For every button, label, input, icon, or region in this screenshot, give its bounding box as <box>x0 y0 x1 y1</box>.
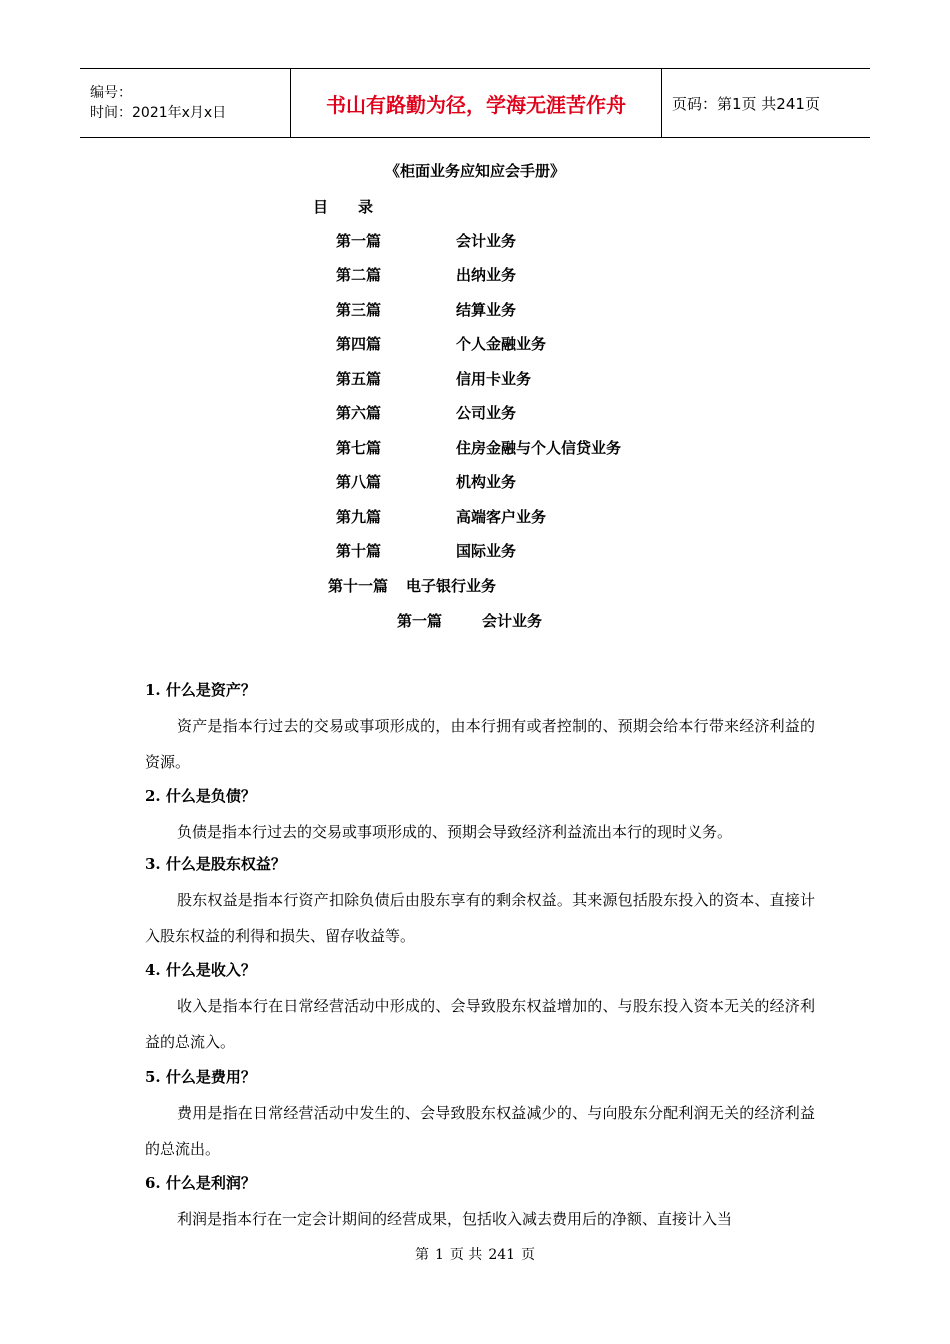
qa-block <box>145 952 815 1060</box>
toc-part: 第九篇 <box>336 508 382 526</box>
toc-name: 公司业务 <box>456 404 517 422</box>
question: 5. 什么是费用？ <box>145 1068 256 1086</box>
toc-item <box>336 540 516 561</box>
footer-suffix: 页 <box>521 1247 536 1263</box>
toc-item <box>336 437 621 458</box>
footer-total-pages: 241 <box>488 1247 516 1263</box>
qa-block <box>145 846 815 954</box>
question: 3. 什么是股东权益？ <box>145 855 286 873</box>
toc-part: 第十篇 <box>336 542 382 560</box>
time-label: 时间：2021年x月x日 <box>90 105 227 121</box>
toc-part: 第七篇 <box>336 439 382 457</box>
toc-part: 第四篇 <box>336 335 382 353</box>
qa-block <box>145 778 815 850</box>
toc-name: 出纳业务 <box>456 266 517 284</box>
toc-item <box>336 264 516 285</box>
qa-block <box>145 672 815 780</box>
page-footer <box>0 1244 950 1264</box>
qa-block <box>145 1059 815 1167</box>
question: 4. 什么是收入？ <box>145 961 256 979</box>
section-part: 第一篇 <box>397 612 443 630</box>
question: 6. 什么是利润？ <box>145 1174 256 1192</box>
toc-heading-char-1: 目 <box>313 198 329 216</box>
header-page-info <box>662 69 870 137</box>
toc-name: 机构业务 <box>456 473 517 491</box>
toc-name: 住房金融与个人信贷业务 <box>456 439 622 457</box>
toc-part: 第一篇 <box>336 232 382 250</box>
footer-page-number: 1 <box>434 1247 444 1263</box>
section-name: 会计业务 <box>482 612 543 630</box>
toc-item <box>336 506 546 527</box>
page-label: 页码：第1页 共241页 <box>672 94 820 113</box>
toc-name: 个人金融业务 <box>456 335 547 353</box>
answer: 收入是指本行在日常经营活动中形成的、会导致股东权益增加的、与股东投入资本无关的经济利益的总流入。 <box>145 997 815 1051</box>
toc-name: 电子银行业务 <box>406 577 497 595</box>
footer-prefix: 第 <box>414 1247 429 1263</box>
toc-item <box>336 230 516 251</box>
footer-mid: 页 共 <box>449 1247 483 1263</box>
section-heading <box>397 610 542 631</box>
toc-heading-char-2: 录 <box>358 198 374 216</box>
toc-item <box>336 402 516 423</box>
question: 1. 什么是资产？ <box>145 681 256 699</box>
answer: 股东权益是指本行资产扣除负债后由股东享有的剩余权益。其来源包括股东投入的资本、直接计入股东权益的利得和损失、留存收益等。 <box>145 891 815 945</box>
toc-heading <box>313 196 373 217</box>
toc-item <box>336 471 516 492</box>
toc-name: 结算业务 <box>456 301 517 319</box>
page-header <box>80 68 870 138</box>
question: 2. 什么是负债？ <box>145 787 256 805</box>
toc-part: 第十一篇 <box>328 577 389 595</box>
toc-item <box>336 368 531 389</box>
header-meta <box>80 69 290 137</box>
toc-item <box>328 575 496 596</box>
toc-name: 国际业务 <box>456 542 517 560</box>
toc-part: 第三篇 <box>336 301 382 319</box>
document-title: 《柜面业务应知应会手册》 <box>384 162 565 180</box>
answer: 负债是指本行过去的交易或事项形成的、预期会导致经济利益流出本行的现时义务。 <box>177 823 733 841</box>
toc-name: 会计业务 <box>456 232 517 250</box>
toc-item <box>336 333 546 354</box>
toc-part: 第二篇 <box>336 266 382 284</box>
toc-part: 第八篇 <box>336 473 382 491</box>
header-motto <box>290 69 662 137</box>
toc-name: 信用卡业务 <box>456 370 532 388</box>
toc-item <box>336 299 516 320</box>
answer: 费用是指在日常经营活动中发生的、会导致股东权益减少的、与向股东分配利润无关的经济利益的总流出。 <box>145 1104 815 1158</box>
answer: 资产是指本行过去的交易或事项形成的，由本行拥有或者控制的、预期会给本行带来经济利益的资源。 <box>145 717 815 771</box>
toc-part: 第六篇 <box>336 404 382 422</box>
number-label: 编号： <box>90 85 132 101</box>
toc-part: 第五篇 <box>336 370 382 388</box>
qa-block <box>145 1165 815 1237</box>
toc-name: 高端客户业务 <box>456 508 547 526</box>
answer: 利润是指本行在一定会计期间的经营成果，包括收入减去费用后的净额、直接计入当 <box>177 1210 733 1228</box>
motto-text: 书山有路勤为径，学海无涯苦作舟 <box>326 92 626 117</box>
